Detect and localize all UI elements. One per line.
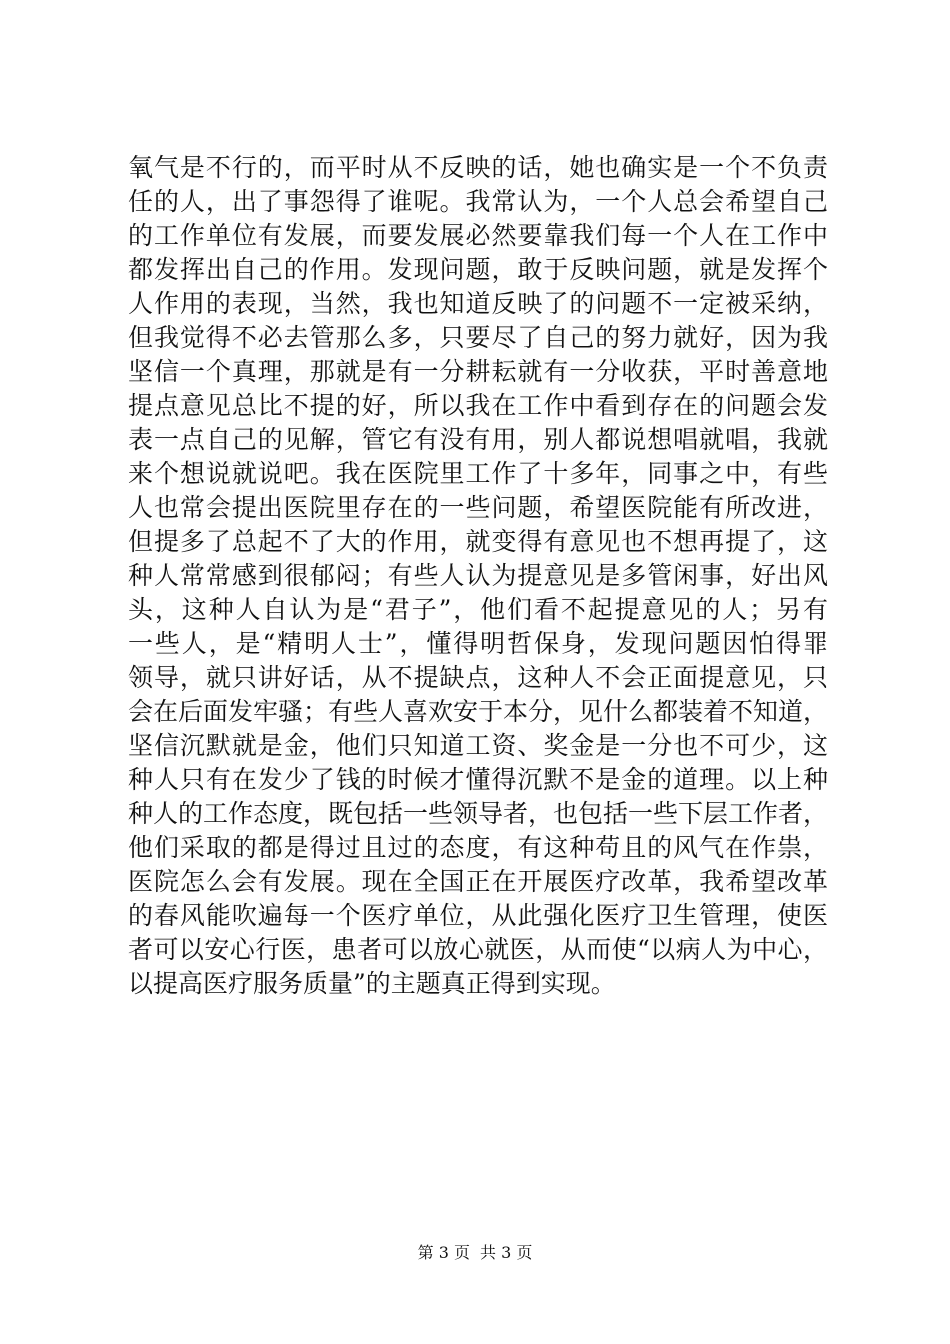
text-line-18: 坚信沉默就是金，他们只知道工资、奖金是一分也不可少，这 [128, 731, 828, 760]
text-line-15: 一些人，是“精明人士”，懂得明哲保身，发现问题因怕得罪 [128, 629, 828, 658]
text-line-23: 的春风能吹遍每一个医疗单位，从此强化医疗卫生管理，使医 [128, 901, 828, 930]
text-line-1: 氧气是不行的，而平时从不反映的话，她也确实是一个不负责 [128, 153, 828, 182]
text-line-5: 人作用的表现，当然，我也知道反映了的问题不一定被采纳， [128, 289, 828, 318]
body-paragraph [128, 151, 828, 1001]
text-line-24: 者可以安心行医，患者可以放心就医，从而使“以病人为中心， [128, 935, 828, 964]
text-line-20: 种人的工作态度，既包括一些领导者，也包括一些下层工作者， [128, 799, 829, 828]
text-line-6: 但我觉得不必去管那么多，只要尽了自己的努力就好，因为我 [128, 323, 828, 352]
text-line-13: 种人常常感到很郁闷；有些人认为提意见是多管闲事，好出风 [128, 561, 828, 590]
text-line-9: 表一点自己的见解，管它有没有用，别人都说想唱就唱，我就 [128, 425, 828, 454]
text-line-2: 任的人，出了事怨得了谁呢。我常认为，一个人总会希望自己 [128, 187, 828, 216]
text-line-7: 坚信一个真理，那就是有一分耕耘就有一分收获，平时善意地 [128, 357, 828, 386]
page-footer [0, 1242, 950, 1264]
text-line-12: 但提多了总起不了大的作用，就变得有意见也不想再提了，这 [128, 527, 828, 556]
text-line-10: 来个想说就说吧。我在医院里工作了十多年，同事之中，有些 [128, 459, 828, 488]
text-line-22: 医院怎么会有发展。现在全国正在开展医疗改革，我希望改革 [128, 867, 828, 896]
text-line-21: 他们采取的都是得过且过的态度，有这种苟且的风气在作祟， [128, 833, 828, 862]
text-line-19: 种人只有在发少了钱的时候才懂得沉默不是金的道理。以上种 [128, 765, 828, 794]
page-total: 共 3 页 [480, 1243, 533, 1262]
page-number: 第 3 页 [417, 1243, 470, 1262]
text-line-4: 都发挥出自己的作用。发现问题，敢于反映问题，就是发挥个 [128, 255, 828, 284]
text-line-25: 以提高医疗服务质量”的主题真正得到实现。 [128, 969, 616, 998]
text-line-14: 头，这种人自认为是“君子”，他们看不起提意见的人；另有 [128, 595, 828, 624]
text-line-3: 的工作单位有发展，而要发展必然要靠我们每一个人在工作中 [128, 221, 828, 250]
text-line-8: 提点意见总比不提的好，所以我在工作中看到存在的问题会发 [128, 391, 828, 420]
text-line-11: 人也常会提出医院里存在的一些问题，希望医院能有所改进， [128, 493, 828, 522]
text-line-16: 领导，就只讲好话，从不提缺点，这种人不会正面提意见，只 [128, 663, 828, 692]
text-line-17: 会在后面发牢骚；有些人喜欢安于本分，见什么都装着不知道， [128, 697, 829, 726]
